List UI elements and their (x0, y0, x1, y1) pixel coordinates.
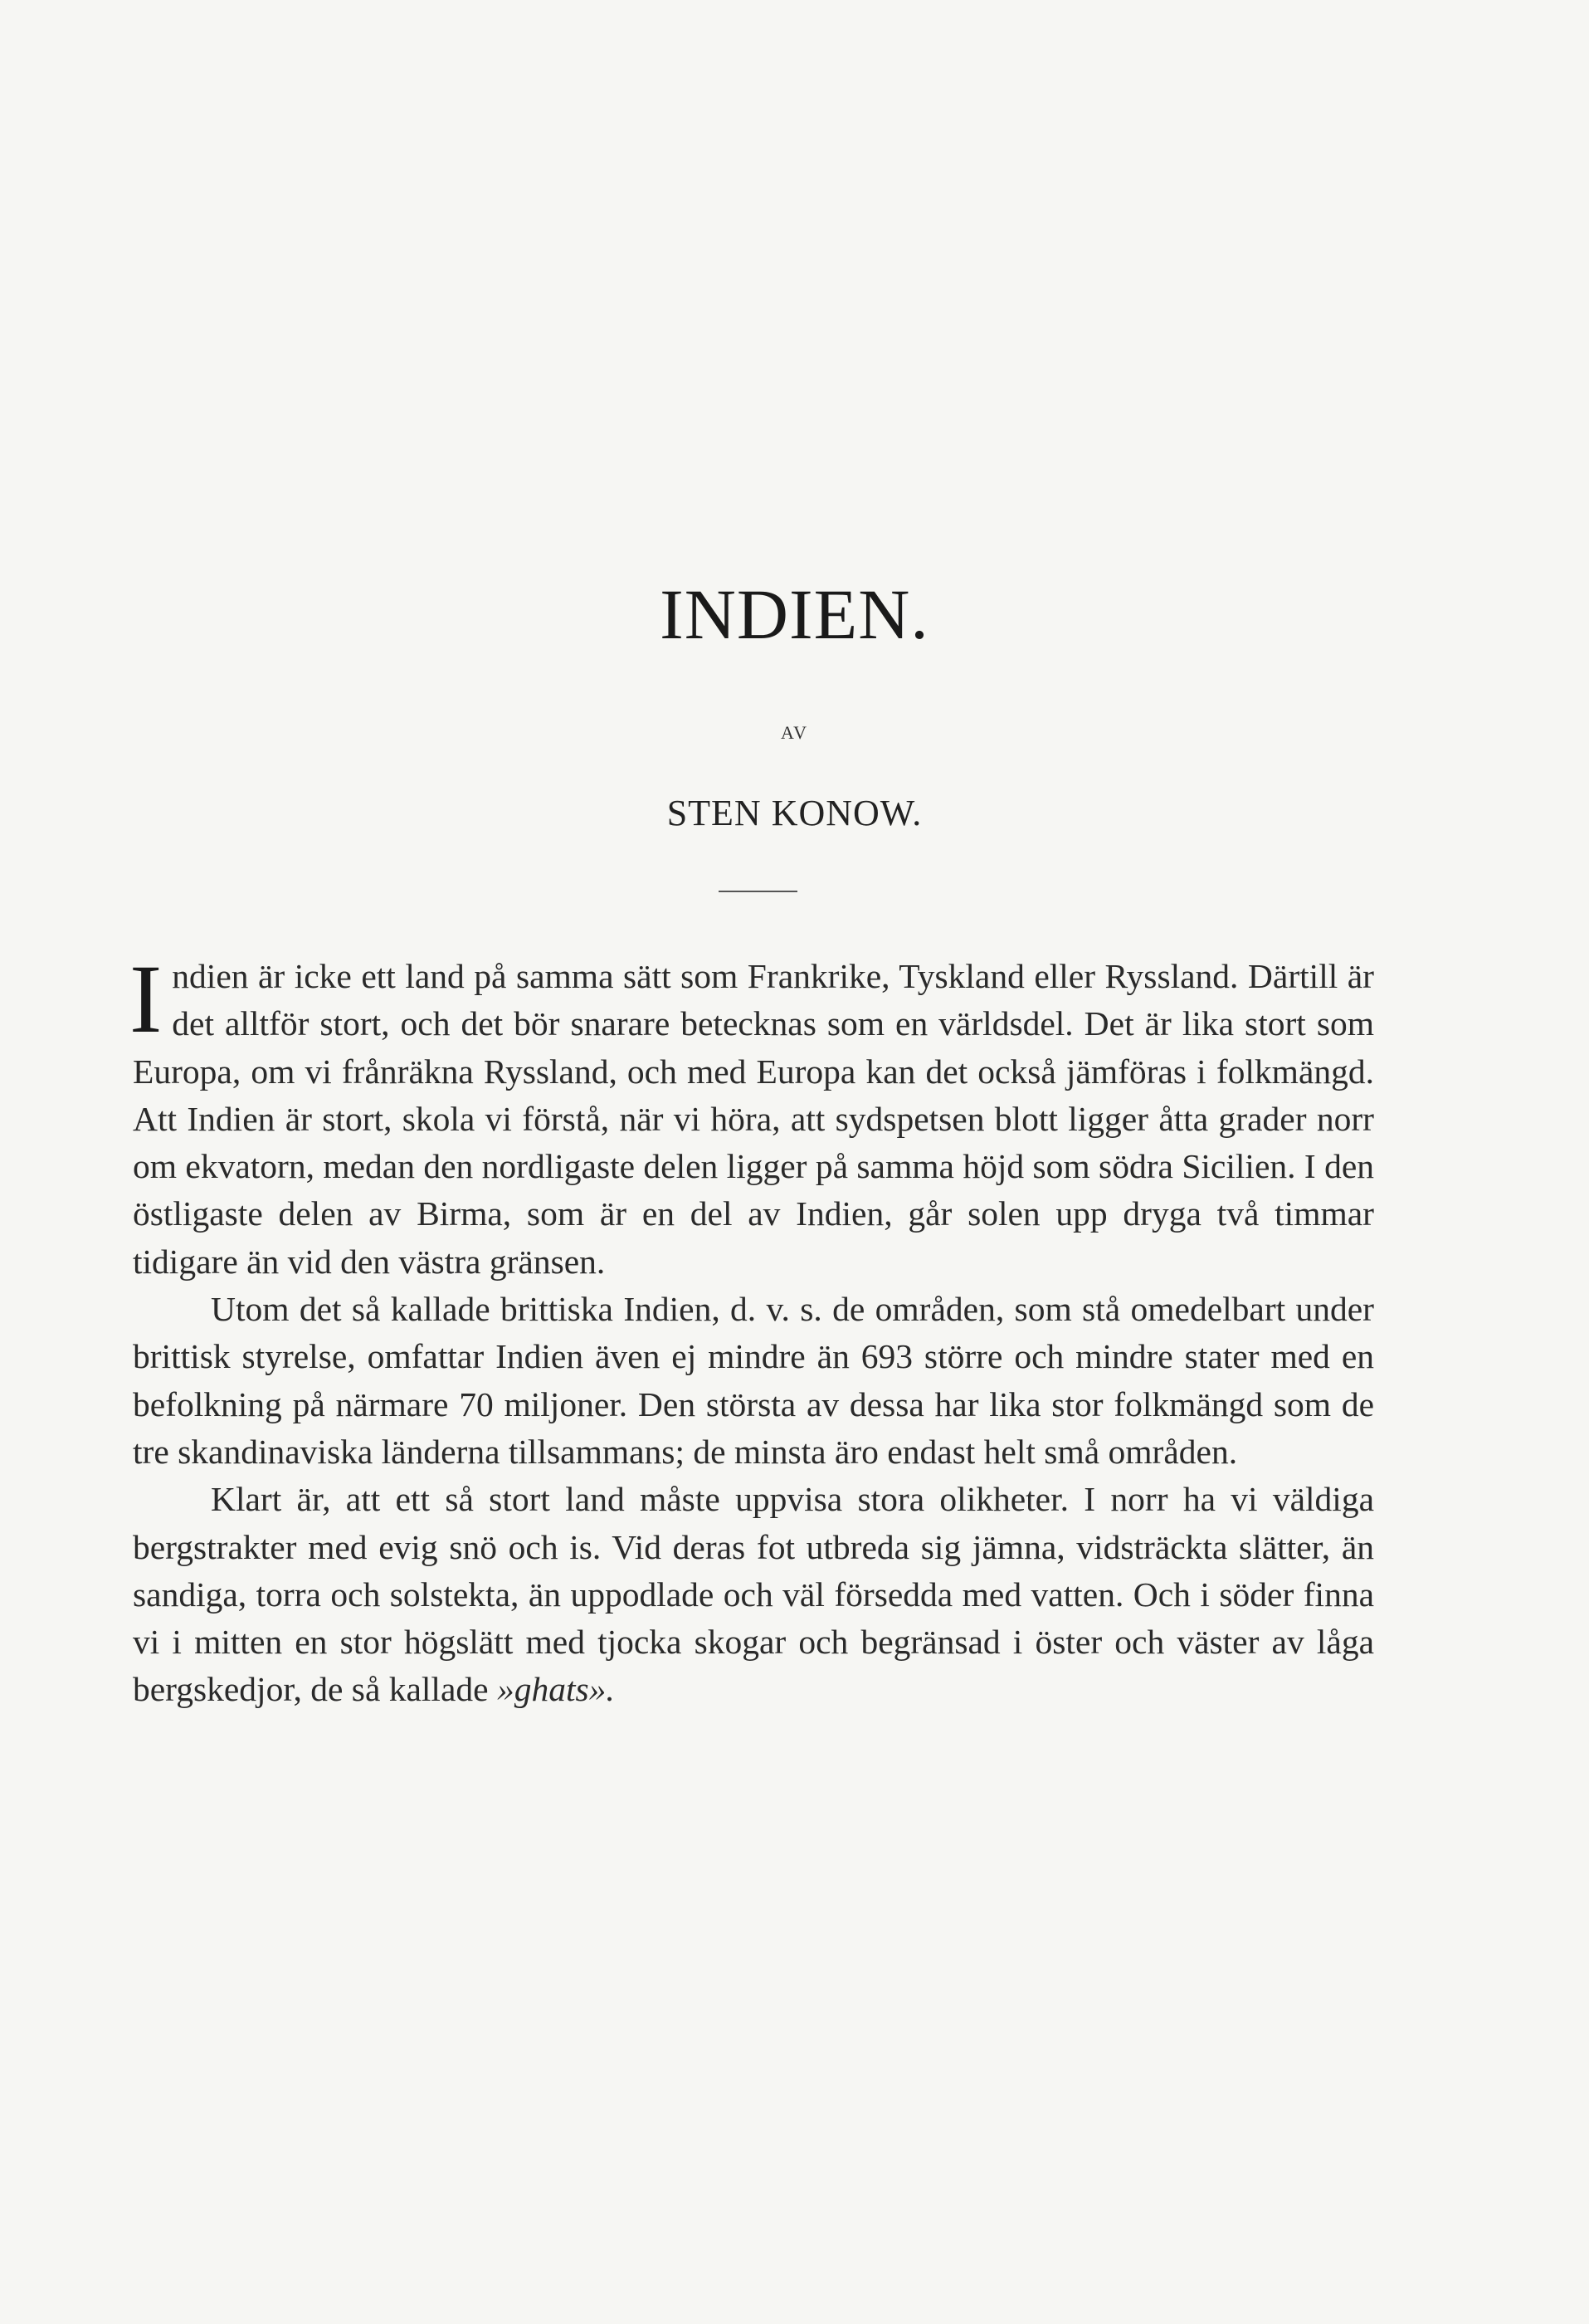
byline-label: AV (781, 722, 808, 743)
paragraph-2 (133, 1286, 1374, 1476)
ghats-term: »ghats». (496, 1670, 615, 1709)
paragraph-1-text: ndien är icke ett land på samma sätt som Frankrike, Tyskland eller Ryssland. Därtill är det alltför stort, och det bör snarare betecknas som en världsdel. Det är lika stort som Europa, om vi frånräkna Ryssland, och med Europa kan det också jämföras i folkmängd. Att Indien är stort, skola vi förstå, när vi höra, att sydspetsen blott ligger åtta grader norr om ekvatorn, medan den nordligaste delen ligger på samma höjd som södra Sicilien. I den östligaste delen av Birma, som är en del av Indien, går solen upp dryga två timmar tidigare än vid den västra gränsen. (133, 957, 1374, 1281)
paragraph-3 (133, 1476, 1374, 1713)
paragraph-3-text: Klart är, att ett så stort land måste uppvisa stora olikheter. I norr ha vi väldiga bergstrakter med evig snö och is. Vid deras fot utbreda sig jämna, vidsträckta slätter, än sandiga, torra och solstekta, än uppodlade och väl försedda med vatten. Och i söder finna vi i mitten en stor högslätt med tjocka skogar och begränsad i öster och väster av låga bergskedjor, de så kallade (133, 1480, 1374, 1709)
paragraph-2-text: Utom det så kallade brittiska Indien, d. v. s. de områden, som stå omedelbart under brittisk styrelse, omfattar Indien även ej mindre än 693 större och mindre stater med en befolkning på närmare 70 miljoner. Den största av dessa har lika stor folkmängd som de tre skandinaviska länderna tillsammans; de minsta äro endast helt små områden. (133, 1290, 1374, 1471)
author-name: STEN KONOW. (666, 793, 923, 833)
drop-cap: I (129, 945, 163, 1053)
section-divider (719, 891, 797, 892)
article-title: INDIEN. (660, 574, 929, 654)
article-body (129, 945, 1374, 1714)
paragraph-1 (129, 945, 1374, 1286)
